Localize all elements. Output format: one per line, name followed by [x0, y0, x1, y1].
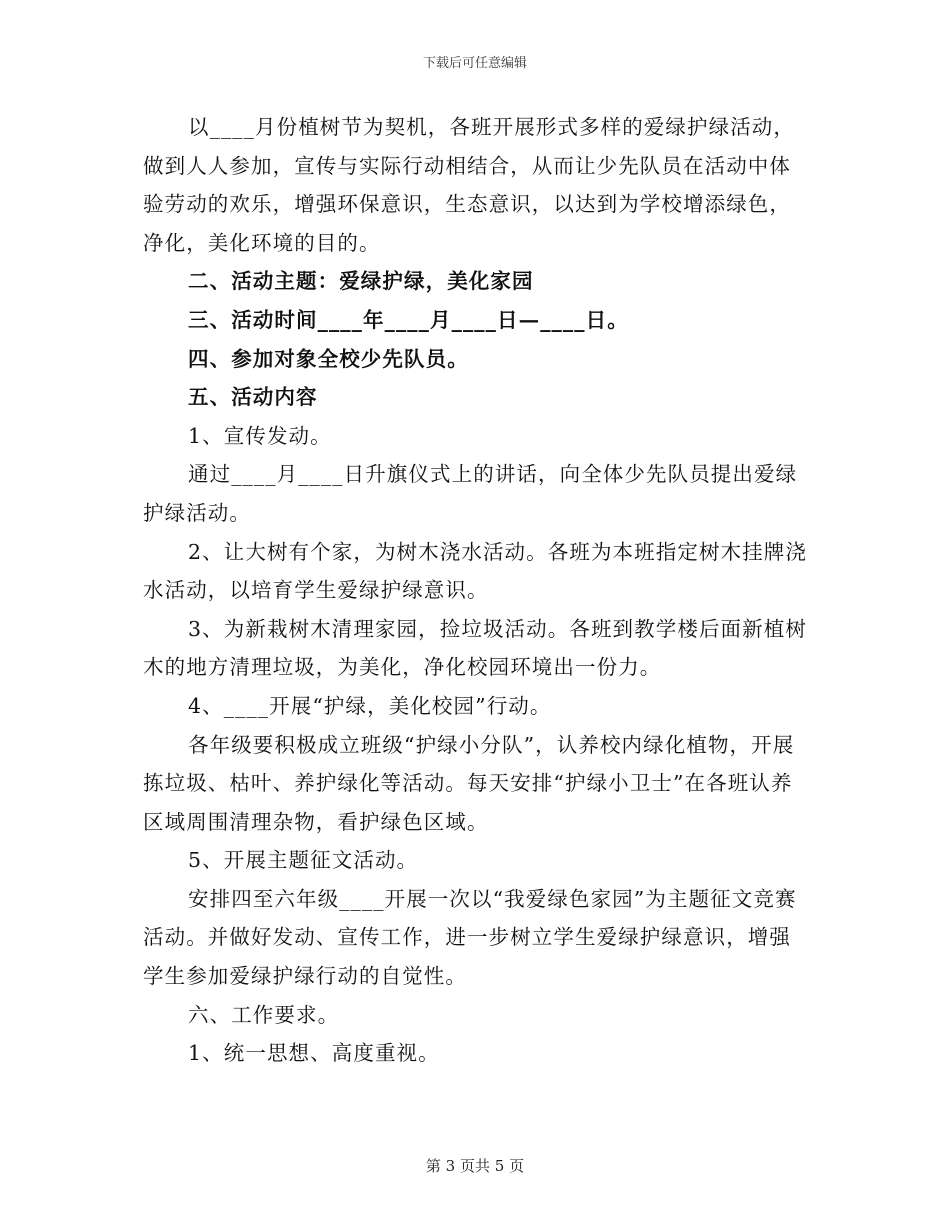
item-3-text: 3、为新栽树木清理家园，捡垃圾活动。各班到教学楼后面新植树木的地方清理垃圾，为美化，净化校园环境出一份力。: [143, 616, 807, 680]
requirement-1: 1、统一思想、高度重视。: [188, 1041, 440, 1066]
document-body: [143, 108, 808, 1073]
page-header: 下载后可任意编辑: [422, 56, 527, 71]
item-4-heading: 4、____开展“护绿，美化校园”行动。: [188, 693, 552, 718]
heading-requirements: 六、工作要求。: [188, 1002, 340, 1027]
item-1-text: 通过____月____日升旗仪式上的讲话，向全体少先队员提出爱绿护绿活动。: [143, 462, 798, 525]
heading-content: 五、活动内容: [188, 385, 318, 410]
heading-participants: 四、参加对象全校少先队员。: [188, 346, 469, 371]
item-2-text: 2、让大树有个家，为树木浇水活动。各班为本班指定树木挂牌浇水活动，以培育学生爱绿护绿意识。: [143, 539, 807, 603]
paragraph-purpose: 以____月份植树节为契机，各班开展形式多样的爱绿护绿活动，做到人人参加，宣传与实际行动相结合，从而让少先队员在活动中体验劳动的欢乐，增强环保意识，生态意识，以达到为学校增添绿色，净化，美化环境的目的。: [143, 115, 795, 255]
item-4-text: 各年级要积极成立班级“护绿小分队”，认养校内绿化植物，开展拣垃圾、枯叶、养护绿化等活动。每天安排“护绿小卫士”在各班认养区域周围清理杂物，看护绿色区域。: [143, 732, 795, 834]
item-5-heading: 5、开展主题征文活动。: [188, 848, 419, 873]
heading-theme: 二、活动主题：爱绿护绿，美化家园: [188, 269, 534, 294]
heading-time: 三、活动时间____年____月____日—____日。: [188, 307, 629, 332]
page-footer: 第 3 页共 5 页: [425, 1157, 525, 1175]
item-5-text: 安排四至六年级____开展一次以“我爱绿色家园”为主题征文竞赛活动。并做好发动、宣传工作，进一步树立学生爱绿护绿意识，增强学生参加爱绿护绿行动的自觉性。: [143, 886, 797, 989]
item-1-heading: 1、宣传发动。: [188, 423, 332, 448]
